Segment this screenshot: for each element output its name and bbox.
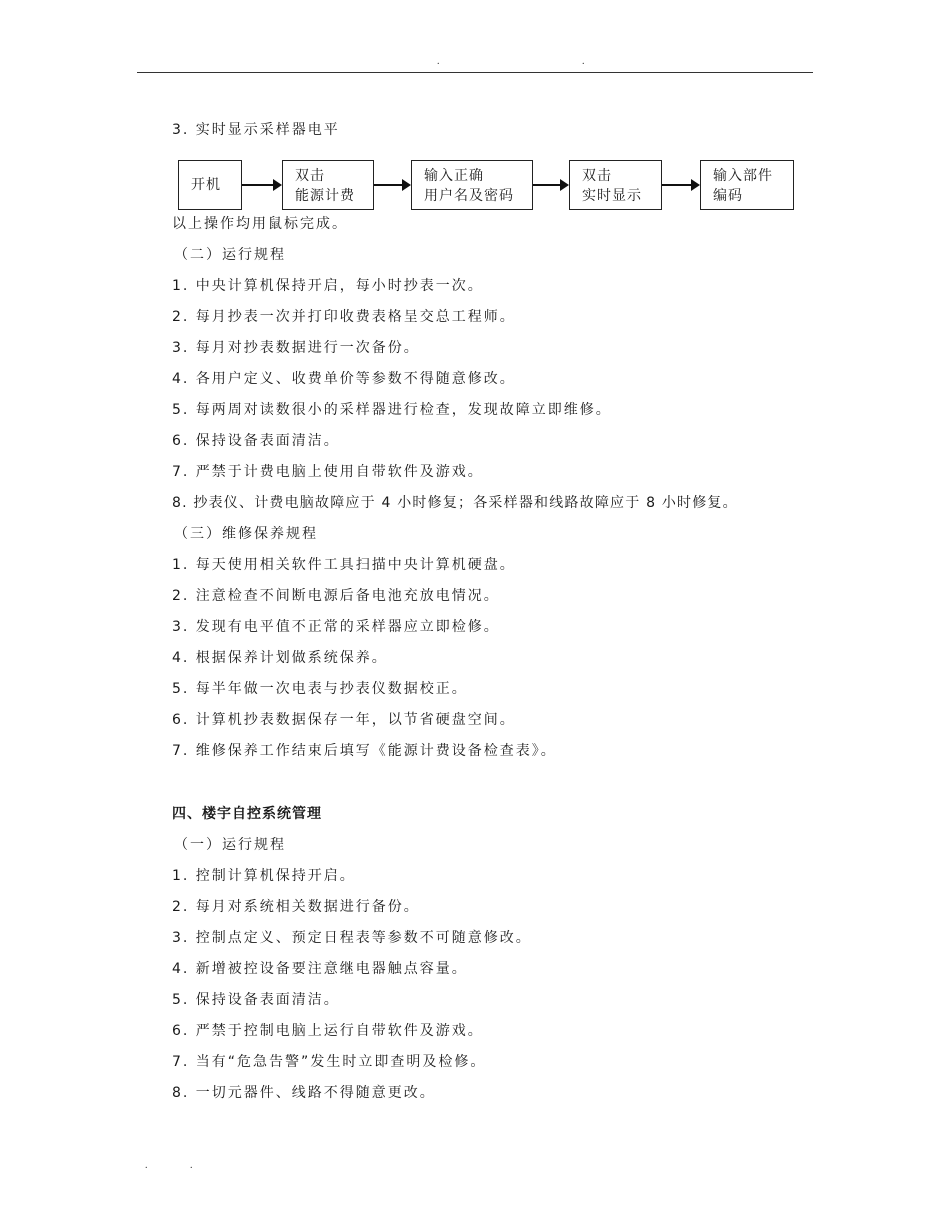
list-item: 5. 保持设备表面清洁。 <box>172 992 340 1008</box>
list-item: 4. 根据保养计划做系统保养。 <box>172 650 388 666</box>
list-item: 6. 严禁于控制电脑上运行自带软件及游戏。 <box>172 1023 484 1039</box>
list-item: 1. 中央计算机保持开启，每小时抄表一次。 <box>172 278 484 294</box>
list-item: 6. 保持设备表面清洁。 <box>172 433 340 449</box>
list-item: 3. 发现有电平值不正常的采样器应立即检修。 <box>172 619 500 635</box>
list-item: 8. 一切元器件、线路不得随意更改。 <box>172 1085 436 1101</box>
flow-arrow-1 <box>242 184 280 186</box>
list-item: 5. 每半年做一次电表与抄表仪数据校正。 <box>172 681 468 697</box>
flow-arrow-3 <box>533 184 567 186</box>
list-item: 2. 注意检查不间断电源后备电池充放电情况。 <box>172 588 500 604</box>
list-item: 5. 每两周对读数很小的采样器进行检查，发现故障立即维修。 <box>172 402 612 418</box>
part2-title: （二）运行规程 <box>174 247 286 263</box>
flow-arrow-4 <box>662 184 698 186</box>
list-item: 3. 每月对抄表数据进行一次备份。 <box>172 340 420 356</box>
section4-subtitle: （一）运行规程 <box>174 837 286 853</box>
flow-step-part-code: 输入部件 编码 <box>700 160 794 210</box>
flow-step-energy-billing: 双击 能源计费 <box>282 160 374 210</box>
list-item: 2. 每月对系统相关数据进行备份。 <box>172 899 420 915</box>
list-item: 8. 抄表仪、计费电脑故障应于 4 小时修复；各采样器和线路故障应于 8 小时修复。 <box>172 495 738 511</box>
flow-arrow-2 <box>374 184 409 186</box>
section4-heading: 四、楼宇自控系统管理 <box>172 806 322 822</box>
list-item: 2. 每月抄表一次并打印收费表格呈交总工程师。 <box>172 309 516 325</box>
list-item: 1. 每天使用相关软件工具扫描中央计算机硬盘。 <box>172 557 516 573</box>
list-item: 3. 控制点定义、预定日程表等参数不可随意修改。 <box>172 930 532 946</box>
flow-note: 以上操作均用鼠标完成。 <box>172 216 348 232</box>
flow-step-realtime-display: 双击 实时显示 <box>569 160 662 210</box>
list-item: 6. 计算机抄表数据保存一年，以节省硬盘空间。 <box>172 712 516 728</box>
list-item: 7. 维修保养工作结束后填写《能源计费设备检查表》。 <box>172 743 557 759</box>
part3-title: （三）维修保养规程 <box>174 526 318 542</box>
header-marks: . . <box>437 56 655 67</box>
flow-step-login: 输入正确 用户名及密码 <box>411 160 533 210</box>
header-rule <box>137 72 813 73</box>
footer-marks: . . <box>145 1160 213 1171</box>
list-item: 7. 当有“危急告警”发生时立即查明及检修。 <box>172 1054 487 1070</box>
list-item: 4. 各用户定义、收费单价等参数不得随意修改。 <box>172 371 516 387</box>
item-title-realtime: 3. 实时显示采样器电平 <box>172 122 340 138</box>
list-item: 7. 严禁于计费电脑上使用自带软件及游戏。 <box>172 464 484 480</box>
list-item: 1. 控制计算机保持开启。 <box>172 868 356 884</box>
flowchart <box>178 160 808 212</box>
list-item: 4. 新增被控设备要注意继电器触点容量。 <box>172 961 468 977</box>
flow-step-power-on: 开机 <box>178 160 242 210</box>
